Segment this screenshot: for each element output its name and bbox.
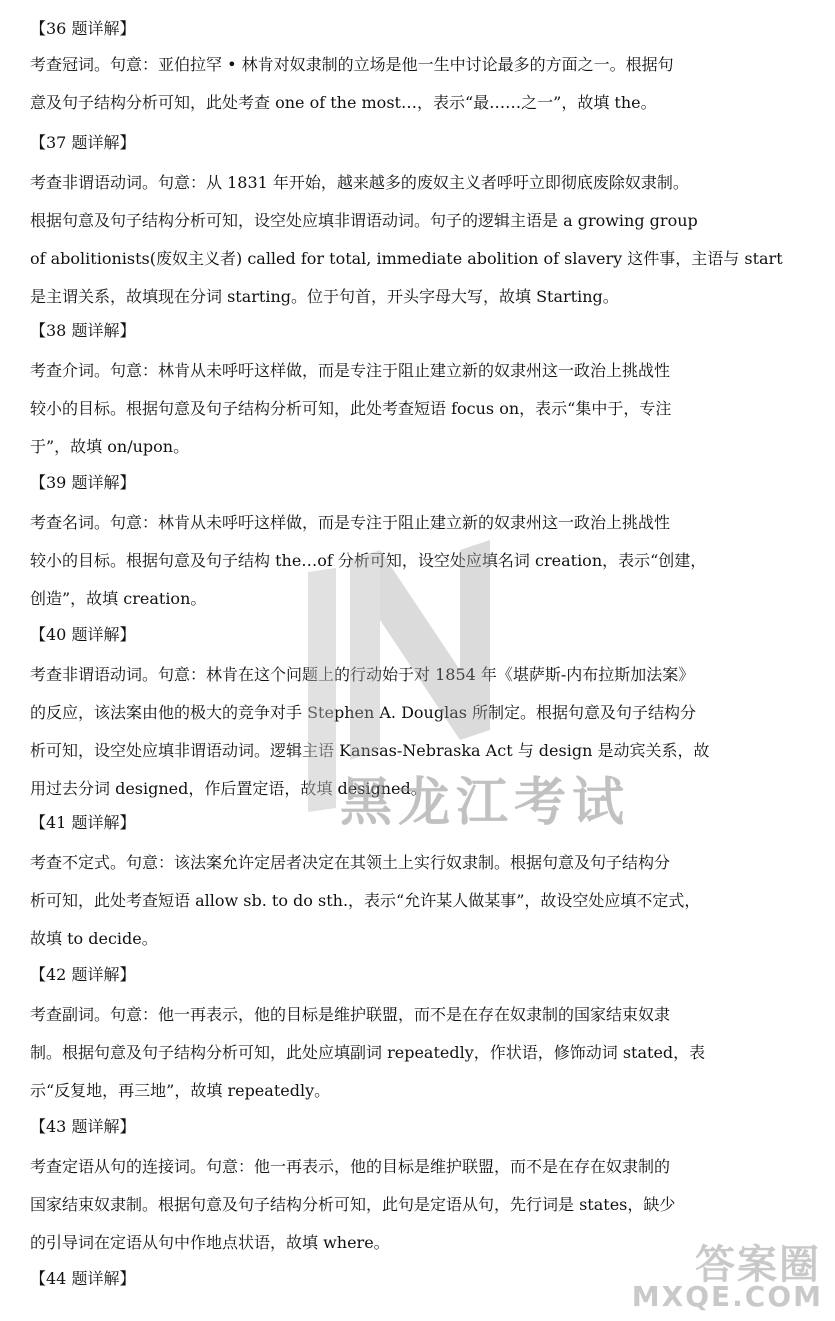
section-36 [30, 18, 802, 122]
section-heading: 【42 题详解】 [30, 965, 136, 984]
paragraph-line: 考查副词。句意：他一再表示，他的目标是维护联盟，而不是在存在奴隶制的国家结束奴隶 [30, 1005, 671, 1024]
paragraph-line: 析可知，设空处应填非谓语动词。逻辑主语 Kansas-Nebraska Act 与 design 是动宾关系，故 [30, 741, 710, 760]
paragraph-line: 较小的目标。根据句意及句子结构分析可知，此处考查短语 focus on，表示“集中于，专注 [30, 399, 672, 418]
paragraph-line: 析可知，此处考查短语 allow sb. to do sth.，表示“允许某人做某事”，故设空处应填不定式， [30, 891, 701, 910]
section-heading: 【39 题详解】 [30, 473, 136, 492]
section-heading: 【44 题详解】 [30, 1269, 136, 1288]
paragraph-line: 国家结束奴隶制。根据句意及句子结构分析可知，此句是定语从句，先行词是 states，缺少 [30, 1195, 676, 1214]
paragraph-line: 创造”，故填 creation。 [30, 589, 207, 608]
section-heading: 【38 题详解】 [30, 321, 136, 340]
paragraph-line: 故填 to decide。 [30, 929, 158, 948]
paragraph-line: 是主谓关系，故填现在分词 starting。位于句首，开头字母大写，故填 Starting。 [30, 287, 619, 306]
paragraph-line: of abolitionists(废奴主义者) called for total, immediate abolition of slavery 这件事，主语与 start [30, 249, 783, 268]
section-42 [30, 964, 802, 1110]
paragraph-line: 考查冠词。句意：亚伯拉罕 • 林肯对奴隶制的立场是他一生中讨论最多的方面之一。根据句 [30, 55, 674, 74]
paragraph-line: 意及句子结构分析可知，此处考查 one of the most…，表示“最……之一”，故填 the。 [30, 93, 657, 112]
paragraph-line: 于”，故填 on/upon。 [30, 437, 190, 456]
corner-logo-en: MXQE.COM [631, 1280, 823, 1313]
section-heading: 【43 题详解】 [30, 1117, 136, 1136]
section-37 [30, 132, 802, 316]
paragraph-line: 考查名词。句意：林肯从未呼吁这样做，而是专注于阻止建立新的奴隶州这一政治上挑战性 [30, 513, 671, 532]
paragraph-line: 根据句意及句子结构分析可知，设空处应填非谓语动词。句子的逻辑主语是 a growing group [30, 211, 698, 230]
corner-logo-cn: 答案圈 [695, 1242, 821, 1288]
section-39 [30, 472, 802, 618]
paragraph-line: 的引导词在定语从句中作地点状语，故填 where。 [30, 1233, 390, 1252]
corner-logo [631, 1233, 827, 1313]
paragraph-line: 考查介词。句意：林肯从未呼吁这样做，而是专注于阻止建立新的奴隶州这一政治上挑战性 [30, 361, 671, 380]
paragraph-line: 制。根据句意及句子结构分析可知，此处应填副词 repeatedly，作状语，修饰动词 stated，表 [30, 1043, 706, 1062]
section-38 [30, 320, 802, 466]
paragraph-line: 考查非谓语动词。句意：林肯在这个问题上的行动始于对 1854 年《堪萨斯-内布拉斯加法案》 [30, 665, 695, 684]
paragraph-line: 较小的目标。根据句意及句子结构 the…of 分析可知，设空处应填名词 creation，表示“创建， [30, 551, 707, 570]
paragraph-line: 考查不定式。句意：该法案允许定居者决定在其领土上实行奴隶制。根据句意及句子结构分 [30, 853, 671, 872]
section-heading: 【40 题详解】 [30, 625, 136, 644]
section-heading: 【36 题详解】 [30, 19, 136, 38]
section-41 [30, 812, 802, 958]
section-40 [30, 624, 802, 808]
section-heading: 【37 题详解】 [30, 133, 136, 152]
paragraph-line: 的反应，该法案由他的极大的竞争对手 Stephen A. Douglas 所制定。根据句意及句子结构分 [30, 703, 697, 722]
paragraph-line: 示“反复地，再三地”，故填 repeatedly。 [30, 1081, 331, 1100]
paragraph-line: 考查非谓语动词。句意：从 1831 年开始，越来越多的废奴主义者呼吁立即彻底废除奴隶制。 [30, 173, 689, 192]
paragraph-line: 用过去分词 designed，作后置定语，故填 designed。 [30, 779, 427, 798]
watermark-text: 黑龙江考试 [340, 773, 631, 833]
section-heading: 【41 题详解】 [30, 813, 136, 832]
paragraph-line: 考查定语从句的连接词。句意：他一再表示，他的目标是维护联盟，而不是在存在奴隶制的 [30, 1157, 671, 1176]
